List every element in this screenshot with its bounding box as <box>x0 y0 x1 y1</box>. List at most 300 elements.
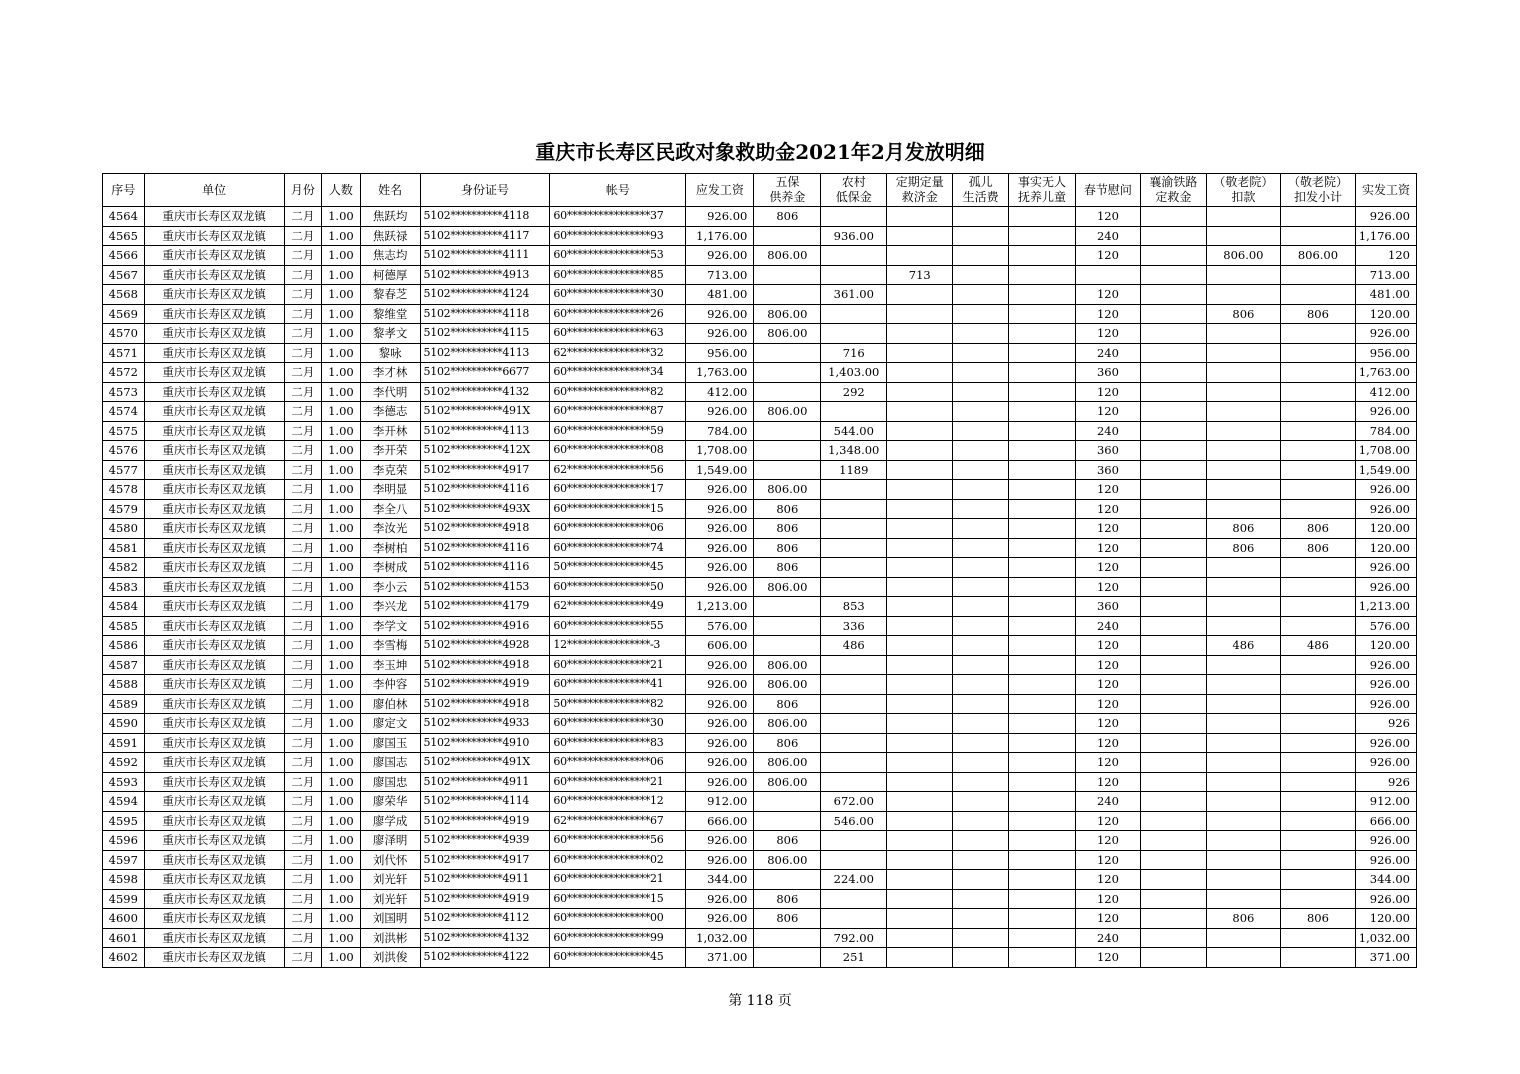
table-cell <box>887 850 953 870</box>
table-cell <box>887 207 953 227</box>
table-cell <box>754 343 821 363</box>
table-cell: 240 <box>1075 421 1140 441</box>
table-cell <box>1206 831 1280 851</box>
table-cell: 666.00 <box>686 811 754 831</box>
table-cell <box>1206 480 1280 500</box>
table-cell: 1,176.00 <box>1355 226 1416 246</box>
table-cell: 926.00 <box>686 577 754 597</box>
table-cell <box>1280 655 1355 675</box>
table-cell <box>1009 811 1076 831</box>
table-cell: 4592 <box>103 753 145 773</box>
column-header: 身份证号 <box>420 174 550 207</box>
table-cell: 344.00 <box>1355 870 1416 890</box>
table-cell: 焦跃禄 <box>360 226 420 246</box>
table-cell: 806 <box>754 499 821 519</box>
table-cell: 重庆市长寿区双龙镇 <box>144 733 284 753</box>
table-cell: 1.00 <box>322 870 361 890</box>
table-cell <box>1206 616 1280 636</box>
table-cell: 5102**********4917 <box>420 850 550 870</box>
table-cell <box>1206 265 1280 285</box>
table-cell: 刘国明 <box>360 909 420 929</box>
table-cell <box>1280 460 1355 480</box>
table-cell: 60****************12 <box>550 792 686 812</box>
table-cell: 重庆市长寿区双龙镇 <box>144 285 284 305</box>
table-cell: 120 <box>1075 480 1140 500</box>
table-cell <box>953 226 1009 246</box>
table-cell: 5102**********4918 <box>420 694 550 714</box>
table-cell <box>1009 772 1076 792</box>
table-cell: 5102**********4132 <box>420 382 550 402</box>
table-cell: 926.00 <box>1355 655 1416 675</box>
table-cell: 重庆市长寿区双龙镇 <box>144 304 284 324</box>
table-cell: 60****************00 <box>550 909 686 929</box>
table-cell: 重庆市长寿区双龙镇 <box>144 499 284 519</box>
table-cell <box>1280 480 1355 500</box>
table-cell: 二月 <box>284 850 322 870</box>
table-cell: 焦跃均 <box>360 207 420 227</box>
table-cell: 刘代怀 <box>360 850 420 870</box>
table-cell: 50****************82 <box>550 694 686 714</box>
table-cell: 1.00 <box>322 265 361 285</box>
table-cell: 576.00 <box>1355 616 1416 636</box>
table-cell <box>1206 694 1280 714</box>
table-cell: 4588 <box>103 675 145 695</box>
table-cell <box>821 733 887 753</box>
table-cell <box>1280 363 1355 383</box>
table-cell: 刘洪俊 <box>360 948 420 968</box>
table-cell: 251 <box>821 948 887 968</box>
table-cell: 60****************99 <box>550 928 686 948</box>
table-cell <box>953 850 1009 870</box>
table-cell: 926.00 <box>1355 499 1416 519</box>
table-cell <box>1140 655 1206 675</box>
table-cell: 黎维堂 <box>360 304 420 324</box>
table-cell: 李兴龙 <box>360 597 420 617</box>
table-cell <box>887 733 953 753</box>
table-cell <box>821 714 887 734</box>
table-cell <box>1140 363 1206 383</box>
table-row <box>103 811 1417 831</box>
table-cell <box>754 616 821 636</box>
table-row <box>103 324 1417 344</box>
table-cell <box>953 792 1009 812</box>
table-cell <box>821 577 887 597</box>
table-cell: 二月 <box>284 382 322 402</box>
table-cell: 806.00 <box>1280 246 1355 266</box>
table-cell: 1.00 <box>322 753 361 773</box>
table-cell: 黎咏 <box>360 343 420 363</box>
table-cell: 重庆市长寿区双龙镇 <box>144 850 284 870</box>
table-cell: 62****************56 <box>550 460 686 480</box>
table-cell: 120 <box>1075 499 1140 519</box>
table-cell <box>953 889 1009 909</box>
column-header: 序号 <box>103 174 145 207</box>
table-cell <box>1009 928 1076 948</box>
table-cell: 1.00 <box>322 285 361 305</box>
table-cell: 806 <box>754 889 821 909</box>
table-cell: 62****************32 <box>550 343 686 363</box>
table-cell <box>1206 792 1280 812</box>
table-cell: 806.00 <box>754 402 821 422</box>
column-header: 月份 <box>284 174 322 207</box>
table-cell: 4599 <box>103 889 145 909</box>
table-cell: 360 <box>1075 363 1140 383</box>
table-row <box>103 948 1417 968</box>
table-cell: 1,213.00 <box>1355 597 1416 617</box>
page-number: 第 118 页 <box>728 993 792 1009</box>
table-cell <box>953 636 1009 656</box>
table-cell: 240 <box>1075 616 1140 636</box>
table-cell: 重庆市长寿区双龙镇 <box>144 460 284 480</box>
table-cell: 重庆市长寿区双龙镇 <box>144 792 284 812</box>
table-cell: 1,348.00 <box>821 441 887 461</box>
table-cell <box>1280 753 1355 773</box>
table-cell: 1.00 <box>322 343 361 363</box>
table-cell <box>953 616 1009 636</box>
table-cell: 806.00 <box>754 753 821 773</box>
table-cell <box>887 538 953 558</box>
table-cell: 806 <box>1280 538 1355 558</box>
table-cell <box>887 655 953 675</box>
table-cell <box>887 519 953 539</box>
table-cell: 1,032.00 <box>1355 928 1416 948</box>
table-cell: 4577 <box>103 460 145 480</box>
table-cell: 806.00 <box>754 655 821 675</box>
table-cell <box>1140 636 1206 656</box>
table-cell <box>1280 870 1355 890</box>
table-cell: 5102**********4933 <box>420 714 550 734</box>
table-cell <box>821 519 887 539</box>
table-cell: 806.00 <box>754 772 821 792</box>
table-row <box>103 499 1417 519</box>
table-cell <box>1280 402 1355 422</box>
table-cell: 二月 <box>284 928 322 948</box>
table-cell: 120 <box>1075 246 1140 266</box>
table-cell <box>1140 733 1206 753</box>
table-cell: 5102**********4928 <box>420 636 550 656</box>
table-cell: 806 <box>1206 538 1280 558</box>
column-header: （敬老院） 扣发小计 <box>1280 174 1355 207</box>
table-cell: 4590 <box>103 714 145 734</box>
table-cell <box>821 694 887 714</box>
table-cell: 60****************83 <box>550 733 686 753</box>
table-cell: 5102**********4124 <box>420 285 550 305</box>
table-cell <box>1140 343 1206 363</box>
table-cell <box>887 792 953 812</box>
table-cell <box>1009 753 1076 773</box>
table-cell <box>1140 948 1206 968</box>
table-cell <box>754 811 821 831</box>
table-cell: 重庆市长寿区双龙镇 <box>144 343 284 363</box>
table-cell: 60****************30 <box>550 714 686 734</box>
table-cell: 224.00 <box>821 870 887 890</box>
table-cell: 廖定文 <box>360 714 420 734</box>
table-cell: 4567 <box>103 265 145 285</box>
table-cell: 371.00 <box>686 948 754 968</box>
table-cell <box>887 675 953 695</box>
table-cell: 1,032.00 <box>686 928 754 948</box>
table-cell: 926.00 <box>686 246 754 266</box>
table-cell <box>1140 480 1206 500</box>
table-cell: 1.00 <box>322 538 361 558</box>
table-cell: 重庆市长寿区双龙镇 <box>144 909 284 929</box>
table-cell: 二月 <box>284 558 322 578</box>
table-cell: 5102**********4939 <box>420 831 550 851</box>
table-cell: 360 <box>1075 441 1140 461</box>
table-cell: 926.00 <box>686 694 754 714</box>
table-cell <box>953 558 1009 578</box>
table-cell: 576.00 <box>686 616 754 636</box>
table-cell: 二月 <box>284 870 322 890</box>
table-row <box>103 616 1417 636</box>
table-cell: 二月 <box>284 421 322 441</box>
relief-fund-table <box>102 173 1417 968</box>
table-cell <box>1280 714 1355 734</box>
table-cell: 60****************21 <box>550 655 686 675</box>
table-cell <box>953 655 1009 675</box>
table-cell <box>754 948 821 968</box>
table-row <box>103 850 1417 870</box>
table-cell: 刘光轩 <box>360 889 420 909</box>
table-cell: 二月 <box>284 577 322 597</box>
table-cell: 1.00 <box>322 324 361 344</box>
table-cell: 4598 <box>103 870 145 890</box>
table-cell <box>887 499 953 519</box>
table-cell: 926.00 <box>1355 207 1416 227</box>
table-cell: 4600 <box>103 909 145 929</box>
table-cell: 4565 <box>103 226 145 246</box>
table-cell: 360 <box>1075 460 1140 480</box>
table-cell: 806.00 <box>754 324 821 344</box>
table-cell <box>1280 772 1355 792</box>
table-cell: 713.00 <box>686 265 754 285</box>
table-cell <box>1009 421 1076 441</box>
table-cell: 806 <box>1280 519 1355 539</box>
table-cell: 360 <box>1075 597 1140 617</box>
table-cell: 4602 <box>103 948 145 968</box>
table-cell: 544.00 <box>821 421 887 441</box>
table-cell <box>1140 441 1206 461</box>
table-cell: 606.00 <box>686 636 754 656</box>
table-cell: 926.00 <box>1355 850 1416 870</box>
table-cell <box>1206 811 1280 831</box>
table-cell <box>1206 655 1280 675</box>
table-cell: 806 <box>754 207 821 227</box>
table-cell: 重庆市长寿区双龙镇 <box>144 928 284 948</box>
table-row <box>103 460 1417 480</box>
table-cell: 120 <box>1075 655 1140 675</box>
table-cell <box>821 772 887 792</box>
table-cell: 926.00 <box>1355 889 1416 909</box>
table-cell: 李开林 <box>360 421 420 441</box>
table-cell: 5102**********4918 <box>420 519 550 539</box>
table-cell <box>1140 850 1206 870</box>
table-cell: 重庆市长寿区双龙镇 <box>144 636 284 656</box>
table-cell <box>1009 597 1076 617</box>
table-cell <box>953 948 1009 968</box>
table-cell: 重庆市长寿区双龙镇 <box>144 480 284 500</box>
table-cell <box>1140 499 1206 519</box>
table-row <box>103 363 1417 383</box>
table-cell: 120 <box>1075 694 1140 714</box>
table-cell: 926.00 <box>686 558 754 578</box>
table-cell: 重庆市长寿区双龙镇 <box>144 421 284 441</box>
table-cell: 5102**********4916 <box>420 616 550 636</box>
table-row <box>103 285 1417 305</box>
table-cell <box>1009 577 1076 597</box>
table-cell <box>754 421 821 441</box>
table-cell: 重庆市长寿区双龙镇 <box>144 519 284 539</box>
table-cell <box>953 246 1009 266</box>
table-cell: 二月 <box>284 655 322 675</box>
table-cell <box>887 928 953 948</box>
table-cell <box>754 382 821 402</box>
table-cell: 1.00 <box>322 889 361 909</box>
table-cell: 713 <box>887 265 953 285</box>
table-cell: 240 <box>1075 928 1140 948</box>
table-cell <box>953 519 1009 539</box>
table-cell <box>821 304 887 324</box>
table-cell <box>887 948 953 968</box>
table-row <box>103 480 1417 500</box>
table-cell <box>1280 733 1355 753</box>
table-cell <box>1009 226 1076 246</box>
table-cell: 60****************06 <box>550 753 686 773</box>
table-row <box>103 636 1417 656</box>
table-cell <box>1206 382 1280 402</box>
table-cell: 806 <box>1206 909 1280 929</box>
table-cell <box>1009 870 1076 890</box>
table-cell: 1.00 <box>322 460 361 480</box>
table-cell: 60****************82 <box>550 382 686 402</box>
table-cell <box>887 558 953 578</box>
table-cell: 刘洪彬 <box>360 928 420 948</box>
table-cell: 120 <box>1075 324 1140 344</box>
table-cell: 二月 <box>284 694 322 714</box>
column-header: 五保 供养金 <box>754 174 821 207</box>
table-cell <box>887 324 953 344</box>
table-cell <box>821 207 887 227</box>
table-cell: 60****************30 <box>550 285 686 305</box>
table-row <box>103 226 1417 246</box>
table-cell: 120 <box>1355 246 1416 266</box>
table-cell: 120 <box>1075 402 1140 422</box>
table-cell: 二月 <box>284 538 322 558</box>
table-cell <box>821 538 887 558</box>
table-cell: 1.00 <box>322 811 361 831</box>
table-cell: 5102**********4918 <box>420 655 550 675</box>
table-cell: 重庆市长寿区双龙镇 <box>144 577 284 597</box>
table-cell: 重庆市长寿区双龙镇 <box>144 889 284 909</box>
table-cell: 5102**********4111 <box>420 246 550 266</box>
table-cell: 李小云 <box>360 577 420 597</box>
table-cell: 60****************53 <box>550 246 686 266</box>
table-cell <box>1140 694 1206 714</box>
table-cell <box>1280 343 1355 363</box>
table-cell: 二月 <box>284 733 322 753</box>
table-cell: 853 <box>821 597 887 617</box>
table-cell: 二月 <box>284 343 322 363</box>
table-cell <box>821 909 887 929</box>
table-cell: 60****************74 <box>550 538 686 558</box>
table-cell: 4568 <box>103 285 145 305</box>
table-cell: 120 <box>1075 207 1140 227</box>
table-body <box>103 207 1417 968</box>
table-cell <box>821 265 887 285</box>
table-cell: 60****************56 <box>550 831 686 851</box>
table-cell <box>887 694 953 714</box>
table-cell <box>1140 909 1206 929</box>
table-cell <box>821 889 887 909</box>
table-row <box>103 382 1417 402</box>
table-cell <box>1280 285 1355 305</box>
table-cell: 二月 <box>284 265 322 285</box>
table-cell: 李克荣 <box>360 460 420 480</box>
table-cell: 1189 <box>821 460 887 480</box>
table-cell <box>1009 402 1076 422</box>
table-cell: 926.00 <box>1355 831 1416 851</box>
table-cell <box>1206 207 1280 227</box>
table-cell <box>1140 558 1206 578</box>
table-cell: 重庆市长寿区双龙镇 <box>144 597 284 617</box>
table-cell: 926.00 <box>686 480 754 500</box>
table-cell: 二月 <box>284 304 322 324</box>
column-header: 姓名 <box>360 174 420 207</box>
table-cell: 806 <box>754 831 821 851</box>
table-cell <box>953 694 1009 714</box>
table-cell <box>1206 889 1280 909</box>
table-cell <box>1280 792 1355 812</box>
column-header: 春节慰问 <box>1075 174 1140 207</box>
table-cell <box>887 597 953 617</box>
table-cell: 重庆市长寿区双龙镇 <box>144 675 284 695</box>
table-cell <box>887 421 953 441</box>
table-cell <box>887 753 953 773</box>
table-cell: 柯德厚 <box>360 265 420 285</box>
table-cell: 713.00 <box>1355 265 1416 285</box>
table-cell: 4596 <box>103 831 145 851</box>
table-cell: 120.00 <box>1355 304 1416 324</box>
table-cell <box>1140 519 1206 539</box>
table-cell: 1.00 <box>322 714 361 734</box>
table-cell: 806 <box>1280 304 1355 324</box>
table-cell <box>754 226 821 246</box>
table-cell: 二月 <box>284 226 322 246</box>
table-cell <box>1009 441 1076 461</box>
table-cell: 李才林 <box>360 363 420 383</box>
column-header: 应发工资 <box>686 174 754 207</box>
table-cell: 1.00 <box>322 909 361 929</box>
table-cell: 5102**********4116 <box>420 558 550 578</box>
table-cell: 李玉坤 <box>360 655 420 675</box>
table-row <box>103 889 1417 909</box>
table-cell: 1,403.00 <box>821 363 887 383</box>
table-cell <box>1140 714 1206 734</box>
table-cell: 二月 <box>284 889 322 909</box>
table-cell: 二月 <box>284 675 322 695</box>
table-cell <box>1280 382 1355 402</box>
table-cell <box>1280 675 1355 695</box>
table-cell <box>1206 460 1280 480</box>
table-cell: 926.00 <box>686 831 754 851</box>
table-cell: 李代明 <box>360 382 420 402</box>
table-cell: 412.00 <box>686 382 754 402</box>
table-cell: 481.00 <box>686 285 754 305</box>
table-cell: 1.00 <box>322 772 361 792</box>
table-cell: 806.00 <box>754 480 821 500</box>
table-cell: 926.00 <box>686 675 754 695</box>
table-cell: 重庆市长寿区双龙镇 <box>144 616 284 636</box>
